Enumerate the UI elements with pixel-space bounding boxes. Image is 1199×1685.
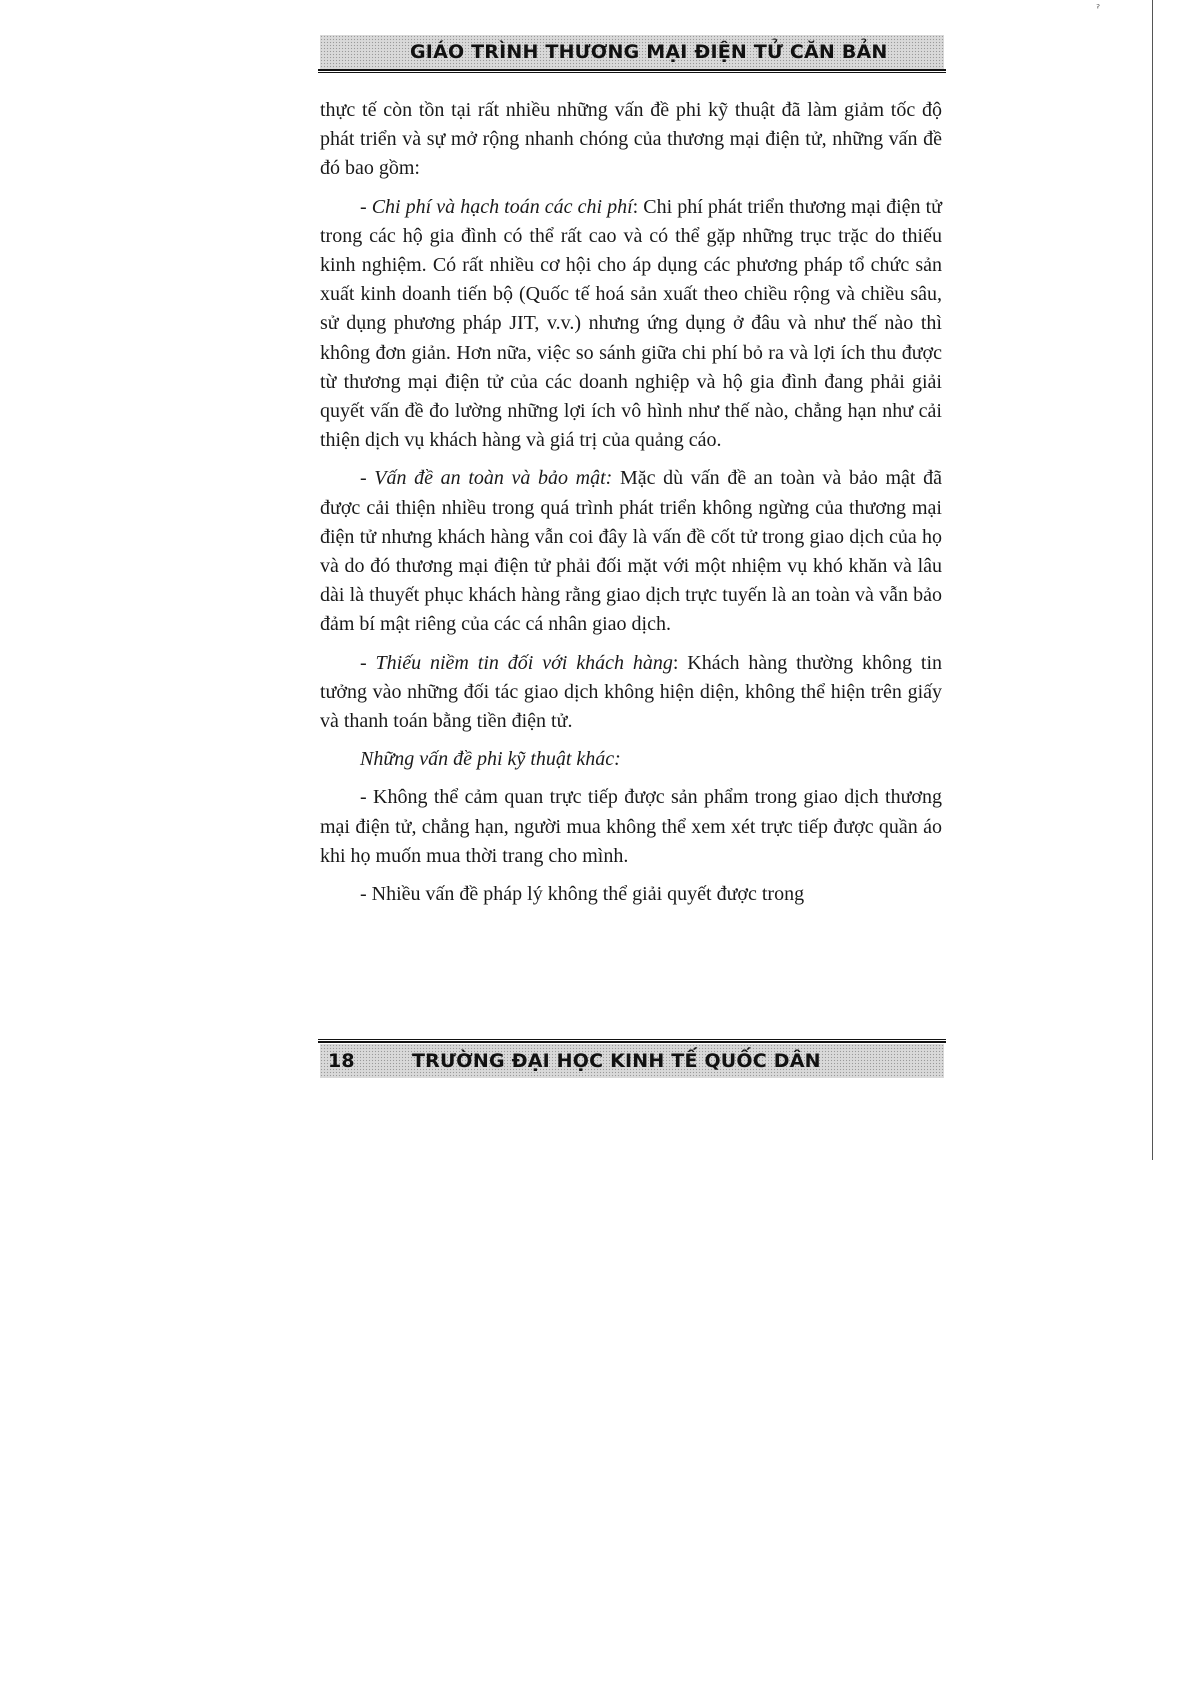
- paragraph-trust-heading: - Thiếu niềm tin đối với khách hàng: [360, 651, 673, 674]
- subheading-other-issues: [320, 745, 942, 774]
- footer-rule-thin: [318, 1039, 946, 1040]
- running-header: [320, 35, 944, 69]
- paragraph-security-heading: - Vấn đề an toàn và bảo mật:: [360, 467, 613, 490]
- scan-edge-line: [1152, 0, 1153, 1160]
- scan-mark: ˀ: [1096, 2, 1101, 15]
- page-number: 18: [328, 1050, 355, 1072]
- header-rule-thin: [318, 72, 946, 73]
- paragraph-costs-text: : Chi phí phát triển thương mại điện tử trong các hộ gia đình có thể rất cao và có thể gặp những trục trặc do thiếu kinh nghiệm. Có rất nhiều cơ hội cho áp dụng các phương pháp tổ chức sản xuất kinh doanh tiến bộ (Quốc tế hoá sản xuất theo chiều rộng và chiều sâu, sử dụng phương pháp JIT, v.v.) nhưng ứng dụng ở đâu và như thế nào thì không đơn giản. Hơn nữa, việc so sánh giữa chi phí bỏ ra và lợi ích thu được từ thương mại điện tử của các doanh nghiệp và hộ gia đình đang phải giải quyết vấn đề đo lường những lợi ích vô hình như thế nào, chẳng hạn như cải thiện dịch vụ khách hàng và giá trị của quảng cáo.: [320, 195, 942, 452]
- paragraph-security: [320, 464, 942, 639]
- footer-rule: [318, 1041, 946, 1043]
- subheading-other-issues-text: Những vấn đề phi kỹ thuật khác:: [360, 748, 621, 771]
- paragraph-sensory: - Không thể cảm quan trực tiếp được sản phẩm trong giao dịch thương mại điện tử, chẳng hạn, người mua không thể xem xét trực tiếp được quần áo khi họ muốn mua thời trang cho mình.: [320, 786, 942, 867]
- paragraph-trust: [320, 649, 942, 737]
- book-title: GIÁO TRÌNH THƯƠNG MẠI ĐIỆN TỬ CĂN BẢN: [410, 41, 888, 63]
- paragraph-trust-text: : Khách hàng thường không tin tưởng vào những đối tác giao dịch không hiện diện, không thể hiện trên giấy và thanh toán bằng tiền điện tử.: [320, 651, 943, 733]
- page-body: [320, 96, 942, 909]
- paragraph-legal: - Nhiều vấn đề pháp lý không thể giải quyết được trong: [360, 883, 805, 906]
- paragraph-security-text: Mặc dù vấn đề an toàn và bảo mật đã được cải thiện nhiều trong quá trình phát triển không ngừng của thương mại điện tử nhưng khách hàng vẫn coi đây là vấn đề cốt tử trong giao dịch của họ và do đó thương mại điện tử phải đối mặt với một nhiệm vụ khó khăn và lâu dài là thuyết phục khách hàng rằng giao dịch trực tuyến là an toàn và vẫn bảo đảm bí mật riêng của các cá nhân giao dịch.: [320, 467, 942, 636]
- paragraph-intro: thực tế còn tồn tại rất nhiều những vấn đề phi kỹ thuật đã làm giảm tốc độ phát triển và sự mở rộng nhanh chóng của thương mại điện tử, những vấn đề đó bao gồm:: [320, 99, 942, 180]
- header-rule: [318, 69, 946, 71]
- paragraph-costs: [320, 193, 942, 456]
- paragraph-costs-heading: - Chi phí và hạch toán các chi phí: [360, 195, 633, 218]
- running-footer: [320, 1044, 944, 1078]
- institution-name: TRƯỜNG ĐẠI HỌC KINH TẾ QUỐC DÂN: [412, 1050, 821, 1072]
